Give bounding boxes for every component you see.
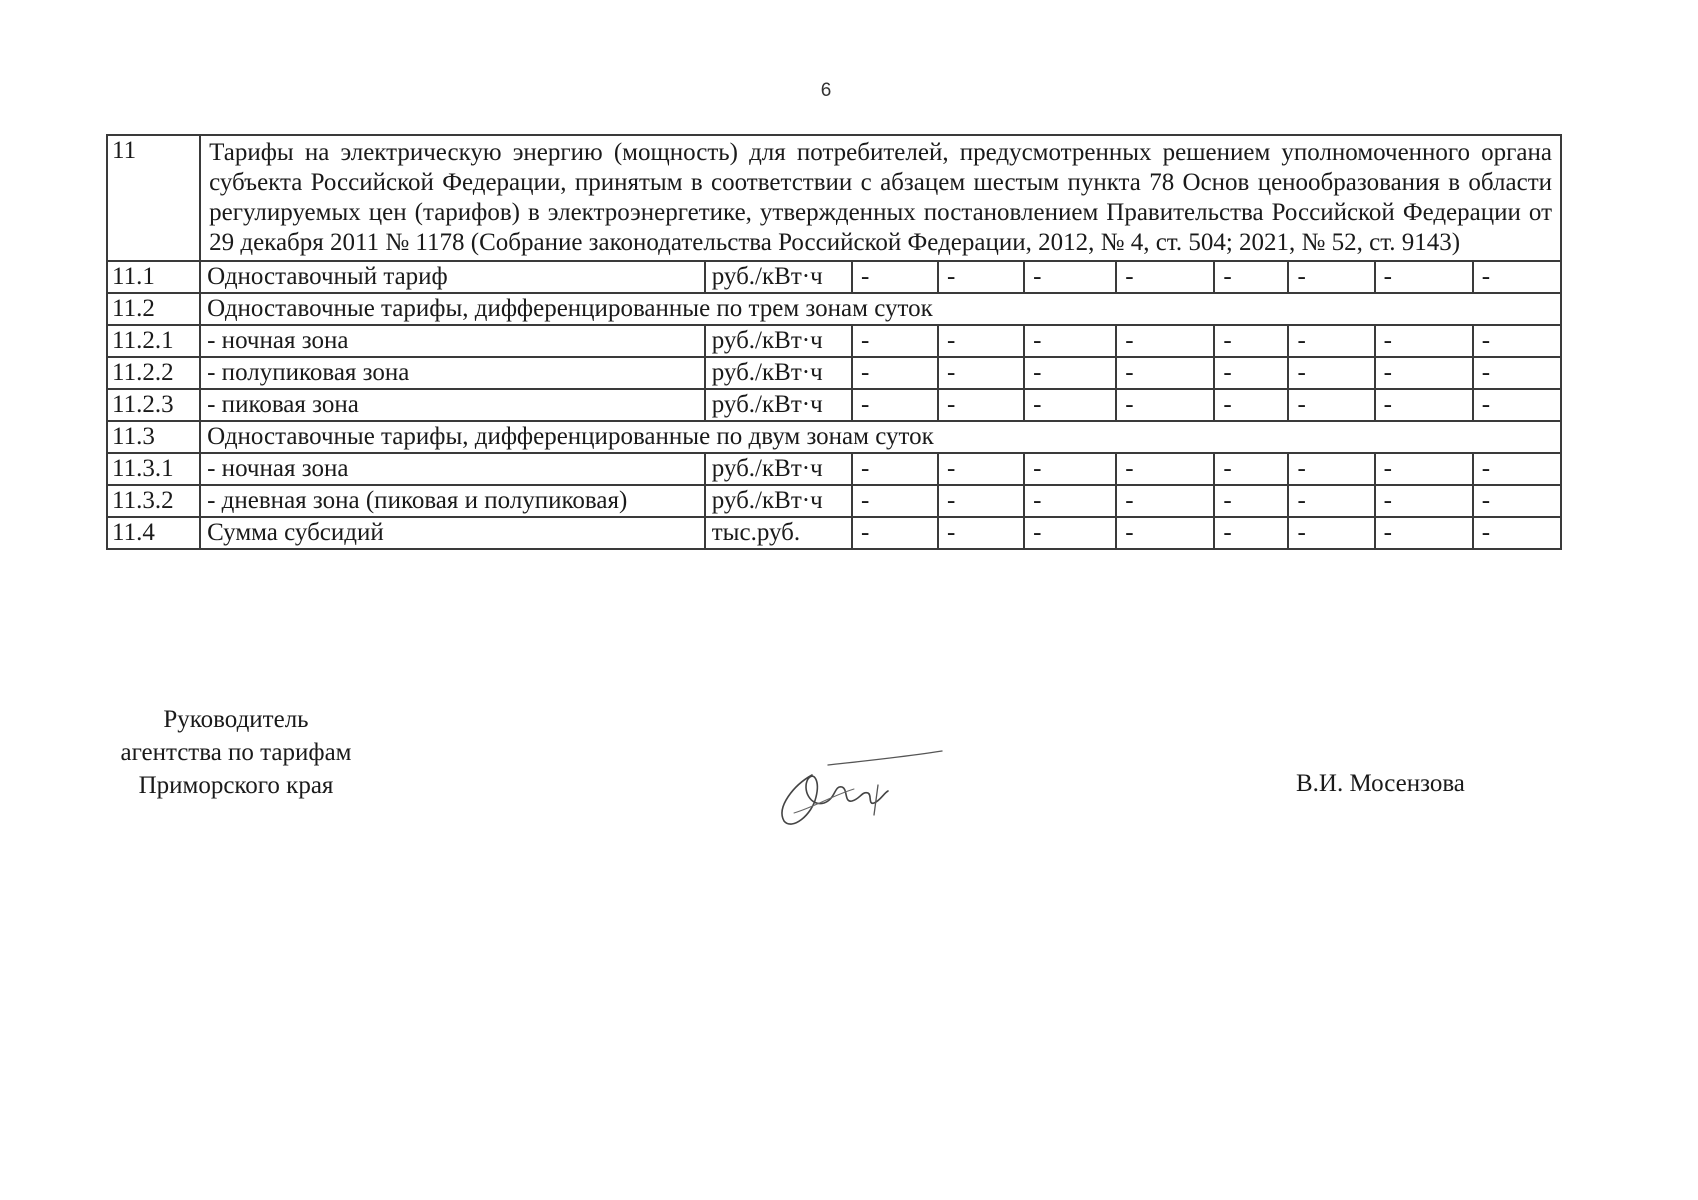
page-number: 6 <box>820 80 832 101</box>
value-cell: - <box>1024 325 1116 357</box>
unit-cell: руб./кВт·ч <box>705 453 852 485</box>
value-cell: - <box>1024 517 1116 549</box>
value-cell: - <box>852 325 938 357</box>
value-cell: - <box>852 453 938 485</box>
value-cell: - <box>852 517 938 549</box>
value-cell: - <box>1375 261 1473 293</box>
value-cell: - <box>938 325 1024 357</box>
tariff-table <box>106 134 1562 550</box>
table-row <box>107 453 1561 485</box>
row-number: 11.3.1 <box>107 453 200 485</box>
value-cell: - <box>1024 261 1116 293</box>
value-cell: - <box>1214 357 1288 389</box>
value-cell: - <box>938 453 1024 485</box>
value-cell: - <box>1024 453 1116 485</box>
row-number: 11.2.2 <box>107 357 200 389</box>
value-cell: - <box>938 357 1024 389</box>
row-label: - ночная зона <box>200 325 705 357</box>
value-cell: - <box>1473 453 1561 485</box>
unit-cell: руб./кВт·ч <box>705 389 852 421</box>
section-title: Одноставочные тарифы, дифференцированные по трем зонам суток <box>200 293 1561 325</box>
value-cell: - <box>1116 389 1214 421</box>
value-cell: - <box>1288 517 1374 549</box>
value-cell: - <box>852 389 938 421</box>
row-label: Одноставочный тариф <box>200 261 705 293</box>
table-row <box>107 357 1561 389</box>
value-cell: - <box>1288 485 1374 517</box>
row-label: - дневная зона (пиковая и полупиковая) <box>200 485 705 517</box>
value-cell: - <box>1375 325 1473 357</box>
value-cell: - <box>1024 389 1116 421</box>
value-cell: - <box>1024 485 1116 517</box>
signer-title-line: Приморского края <box>138 772 334 799</box>
row-label: - пиковая зона <box>200 389 705 421</box>
value-cell: - <box>1375 485 1473 517</box>
signer-title <box>96 703 376 802</box>
table-row <box>107 517 1561 549</box>
value-cell: - <box>938 517 1024 549</box>
section-description: Тарифы на электрическую энергию (мощность) для потребителей, предусмотренных решением уполномоченного органа субъекта Российской Федерации, принятым в соответствии с абзацем шестым пункта 78 Основ ценообразования в области регулируемых цен (тарифов) в электроэнергетике, утвержденных постановлением Правительства Российской Федерации от 29 декабря 2011 № 1178 (Собрание законодательства Российской Федерации, 2012, № 4, ст. 504; 2021, № 52, ст. 9143) <box>200 135 1561 261</box>
unit-cell: руб./кВт·ч <box>705 261 852 293</box>
value-cell: - <box>1214 325 1288 357</box>
row-number: 11.2 <box>107 293 200 325</box>
value-cell: - <box>1116 485 1214 517</box>
table-row-intro <box>107 135 1561 261</box>
row-number: 11.2.3 <box>107 389 200 421</box>
value-cell: - <box>1288 453 1374 485</box>
signer-name: В.И. Мосензова <box>1296 770 1465 797</box>
unit-cell: руб./кВт·ч <box>705 485 852 517</box>
table-section-row <box>107 293 1561 325</box>
value-cell: - <box>938 389 1024 421</box>
table-row <box>107 325 1561 357</box>
unit-cell: руб./кВт·ч <box>705 357 852 389</box>
value-cell: - <box>1473 389 1561 421</box>
value-cell: - <box>1288 325 1374 357</box>
value-cell: - <box>1116 453 1214 485</box>
value-cell: - <box>938 261 1024 293</box>
row-label: - полупиковая зона <box>200 357 705 389</box>
table-row <box>107 261 1561 293</box>
value-cell: - <box>852 261 938 293</box>
unit-cell: руб./кВт·ч <box>705 325 852 357</box>
unit-cell: тыс.руб. <box>705 517 852 549</box>
value-cell: - <box>1473 485 1561 517</box>
signer-title-line: агентства по тарифам <box>120 739 352 766</box>
section-title: Одноставочные тарифы, дифференцированные по двум зонам суток <box>200 421 1561 453</box>
value-cell: - <box>1473 357 1561 389</box>
value-cell: - <box>1473 261 1561 293</box>
row-number: 11.1 <box>107 261 200 293</box>
value-cell: - <box>1473 517 1561 549</box>
value-cell: - <box>1214 517 1288 549</box>
value-cell: - <box>1473 325 1561 357</box>
value-cell: - <box>1214 261 1288 293</box>
value-cell: - <box>1214 453 1288 485</box>
value-cell: - <box>1375 453 1473 485</box>
row-label: Сумма субсидий <box>200 517 705 549</box>
value-cell: - <box>1116 261 1214 293</box>
value-cell: - <box>1375 389 1473 421</box>
row-number: 11.3.2 <box>107 485 200 517</box>
value-cell: - <box>1116 357 1214 389</box>
value-cell: - <box>1116 325 1214 357</box>
value-cell: - <box>852 485 938 517</box>
value-cell: - <box>1214 485 1288 517</box>
value-cell: - <box>1375 517 1473 549</box>
row-number: 11.4 <box>107 517 200 549</box>
value-cell: - <box>1375 357 1473 389</box>
tariff-table-body <box>107 135 1561 549</box>
value-cell: - <box>938 485 1024 517</box>
value-cell: - <box>1288 357 1374 389</box>
value-cell: - <box>1024 357 1116 389</box>
row-number: 11.3 <box>107 421 200 453</box>
value-cell: - <box>852 357 938 389</box>
value-cell: - <box>1288 389 1374 421</box>
table-row <box>107 389 1561 421</box>
table-section-row <box>107 421 1561 453</box>
row-number: 11.2.1 <box>107 325 200 357</box>
signer-title-line: Руководитель <box>163 706 309 733</box>
table-row <box>107 485 1561 517</box>
handwritten-signature <box>764 745 944 835</box>
value-cell: - <box>1214 389 1288 421</box>
row-label: - ночная зона <box>200 453 705 485</box>
row-number: 11 <box>107 135 200 261</box>
value-cell: - <box>1288 261 1374 293</box>
value-cell: - <box>1116 517 1214 549</box>
